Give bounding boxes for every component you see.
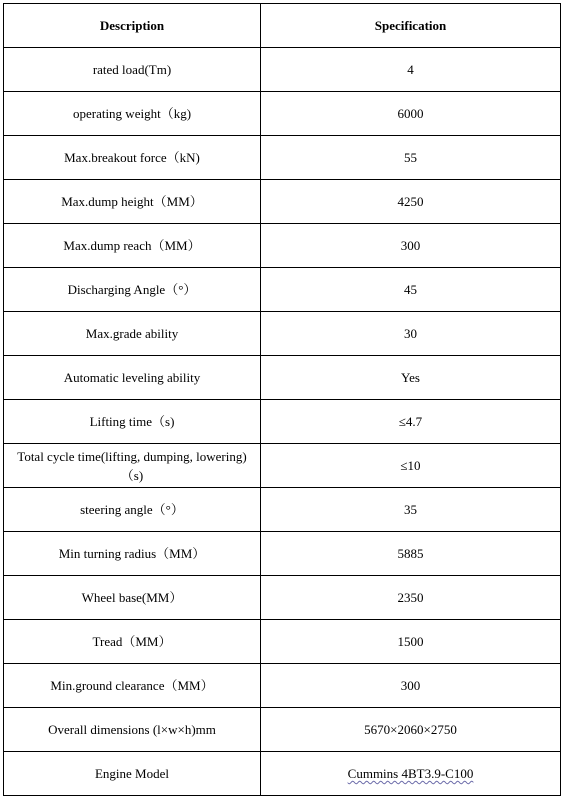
row-description: Total cycle time(lifting, dumping, lowering)（s) [4,444,261,488]
row-value: ≤10 [261,444,561,488]
table-row [4,400,561,444]
row-value: Cummins 4BT3.9-C100 [261,752,561,796]
row-value: 55 [261,136,561,180]
row-description: Engine Model [4,752,261,796]
specification-table [3,3,561,796]
table-header-row [4,4,561,48]
table-row [4,620,561,664]
row-value: 2350 [261,576,561,620]
row-description: Automatic leveling ability [4,356,261,400]
row-description: Max.breakout force（kN) [4,136,261,180]
table-row [4,356,561,400]
row-description: Min.ground clearance（MM） [4,664,261,708]
row-value: 1500 [261,620,561,664]
table-row [4,708,561,752]
row-description: Wheel base(MM） [4,576,261,620]
row-description: steering angle（°） [4,488,261,532]
table-row [4,180,561,224]
table-row [4,752,561,796]
table-row [4,268,561,312]
table-row [4,92,561,136]
row-description: Max.dump reach（MM） [4,224,261,268]
table-row [4,312,561,356]
table-row [4,224,561,268]
row-value: 6000 [261,92,561,136]
table-row [4,576,561,620]
header-specification: Specification [261,4,561,48]
row-value: 45 [261,268,561,312]
table-row [4,48,561,92]
table-row [4,444,561,488]
table-row [4,136,561,180]
row-value: ≤4.7 [261,400,561,444]
row-description: Tread（MM） [4,620,261,664]
header-description: Description [4,4,261,48]
row-description: Discharging Angle（°） [4,268,261,312]
table-row [4,664,561,708]
row-description: Min turning radius（MM） [4,532,261,576]
row-value: 300 [261,664,561,708]
row-value: 5670×2060×2750 [261,708,561,752]
row-description: Max.dump height（MM） [4,180,261,224]
row-value: 4250 [261,180,561,224]
row-description: Overall dimensions (l×w×h)mm [4,708,261,752]
table-row [4,488,561,532]
row-value: 30 [261,312,561,356]
row-value: Yes [261,356,561,400]
row-description: Max.grade ability [4,312,261,356]
row-description: rated load(Tm) [4,48,261,92]
row-value: 5885 [261,532,561,576]
row-value: 300 [261,224,561,268]
row-value: 35 [261,488,561,532]
table-row [4,532,561,576]
row-value: 4 [261,48,561,92]
row-description: Lifting time（s) [4,400,261,444]
row-description: operating weight（kg) [4,92,261,136]
